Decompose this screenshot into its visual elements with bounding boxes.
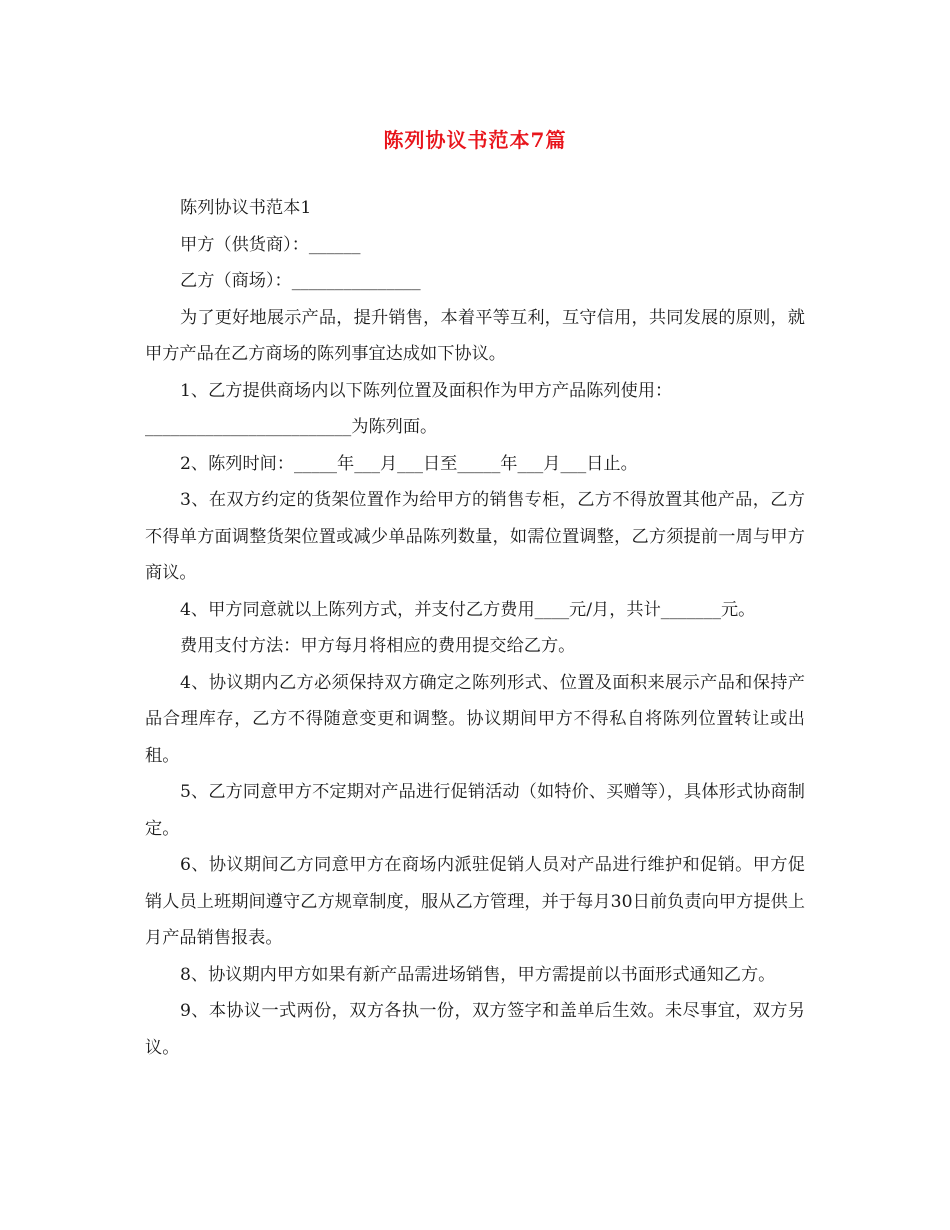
clause-4-fee: 4、甲方同意就以上陈列方式，并支付乙方费用____元/月，共计_______元。 xyxy=(180,599,756,620)
clause-8: 8、协议期内甲方如果有新产品需进场销售，甲方需提前以书面形式通知乙方。 xyxy=(180,964,776,985)
payment-method: 费用支付方法：甲方每月将相应的费用提交给乙方。 xyxy=(180,636,576,656)
clause-9: 9、本协议一式两份，双方各执一份，双方签字和盖单后生效。未尽事宜，双方另议。 xyxy=(145,1001,805,1058)
preamble-paragraph: 为了更好地展示产品，提升销售，本着平等互利，互守信用，共同发展的原则，就甲方产品在乙方商场的陈列事宜达成如下协议。 xyxy=(145,307,805,364)
clause-4-display: 4、协议期内乙方必须保持双方确定之陈列形式、位置及面积来展示产品和保持产品合理库存，乙方不得随意变更和调整。协议期间甲方不得私自将陈列位置转让或出租。 xyxy=(145,672,805,766)
party-a-line: 甲方（供货商）：______ xyxy=(180,234,361,255)
clause-6: 6、协议期间乙方同意甲方在商场内派驻促销人员对产品进行维护和促销。甲方促销人员上班期间遵守乙方规章制度，服从乙方管理，并于每月30日前负责向甲方提供上月产品销售报表。 xyxy=(145,855,805,948)
section-heading: 陈列协议书范本1 xyxy=(180,198,312,218)
clause-3: 3、在双方约定的货架位置作为给甲方的销售专柜，乙方不得放置其他产品，乙方不得单方面调整货架位置或减少单品陈列数量，如需位置调整，乙方须提前一周与甲方商议。 xyxy=(145,490,805,583)
clause-1-continuation: ________________________为陈列面。 xyxy=(145,417,438,437)
document-body xyxy=(145,190,805,1066)
party-b-line: 乙方（商场）：_______________ xyxy=(180,271,421,291)
document-title: 陈列协议书范本7篇 xyxy=(383,128,567,152)
clause-2: 2、陈列时间：_____年___月___日至_____年___月___日止。 xyxy=(180,453,638,474)
clause-5: 5、乙方同意甲方不定期对产品进行促销活动（如特价、买赠等），具体形式协商制定。 xyxy=(145,782,805,839)
clause-1: 1、乙方提供商场内以下陈列位置及面积作为甲方产品陈列使用： xyxy=(180,380,673,401)
